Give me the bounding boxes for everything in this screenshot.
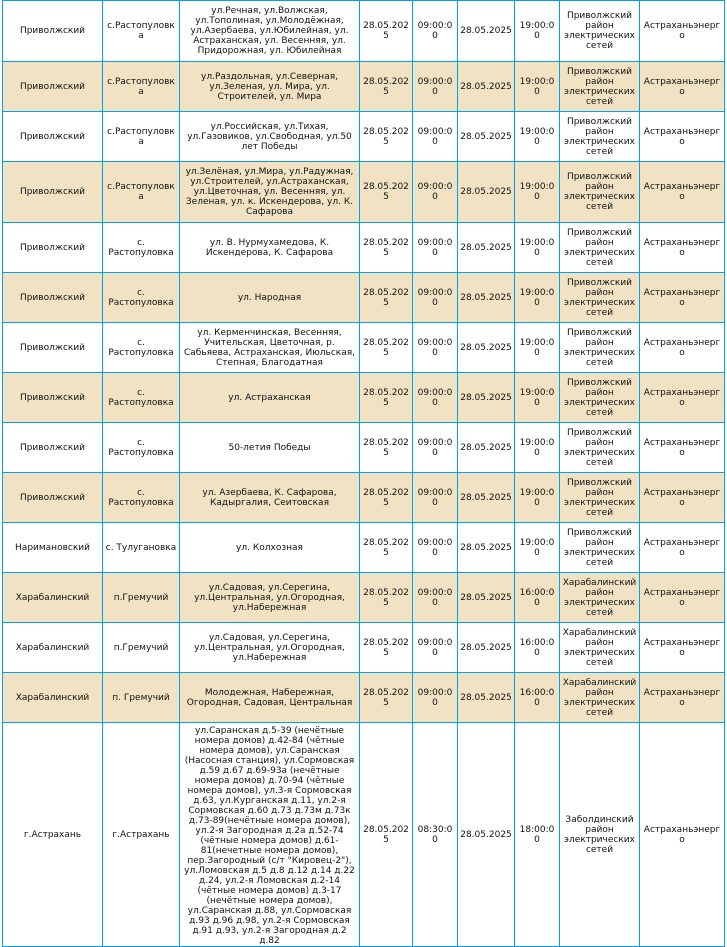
branch-cell: Харабалинский район электрических сетей xyxy=(560,623,640,673)
start-date-cell: 28.05.2025 xyxy=(360,573,413,623)
start-time-cell: 08:30:00 xyxy=(413,723,458,947)
start-time-cell: 09:00:00 xyxy=(413,473,458,523)
streets-cell: ул.Зелёная, ул.Мира, ул.Радужная, ул.Строителей, ул.Астраханская, ул.Цветочная, ул. Весенняя, ул. Зеленая, ул. к. Искендерова, ул. К. Сафарова xyxy=(180,162,360,223)
end-time-cell: 19:00:00 xyxy=(515,273,560,323)
table-row xyxy=(3,573,725,623)
streets-cell: ул. Керменчинская, Весенняя, Учительская, Цветочная, р. Сабьяева, Астраханская, Июльская, Степная, Благодатная xyxy=(180,323,360,373)
end-time-cell: 19:00:00 xyxy=(515,162,560,223)
district-cell: Приволжский xyxy=(3,423,103,473)
start-time-cell: 09:00:00 xyxy=(413,323,458,373)
start-time-cell: 09:00:00 xyxy=(413,62,458,112)
locality-cell: с.Растопуловка xyxy=(103,162,180,223)
table-row xyxy=(3,223,725,273)
end-time-cell: 18:00:00 xyxy=(515,723,560,947)
start-time-cell: 09:00:00 xyxy=(413,273,458,323)
organization-cell: Астраханьэнерго xyxy=(640,1,725,62)
end-date-cell: 28.05.2025 xyxy=(458,273,515,323)
branch-cell: Приволжский район электрических сетей xyxy=(560,223,640,273)
end-time-cell: 19:00:00 xyxy=(515,373,560,423)
branch-cell: Приволжский район электрических сетей xyxy=(560,323,640,373)
end-date-cell: 28.05.2025 xyxy=(458,323,515,373)
end-time-cell: 19:00:00 xyxy=(515,323,560,373)
end-time-cell: 19:00:00 xyxy=(515,423,560,473)
branch-cell: Приволжский район электрических сетей xyxy=(560,473,640,523)
branch-cell: Приволжский район электрических сетей xyxy=(560,373,640,423)
end-time-cell: 19:00:00 xyxy=(515,1,560,62)
district-cell: Харабалинский xyxy=(3,623,103,673)
start-date-cell: 28.05.2025 xyxy=(360,423,413,473)
organization-cell: Астраханьэнерго xyxy=(640,723,725,947)
end-date-cell: 28.05.2025 xyxy=(458,1,515,62)
end-time-cell: 16:00:00 xyxy=(515,623,560,673)
end-time-cell: 16:00:00 xyxy=(515,573,560,623)
streets-cell: ул.Раздольная, ул.Северная, ул.Зеленая, ул. Мира, ул. Строителей, ул. Мира xyxy=(180,62,360,112)
locality-cell: с. Растопуловка xyxy=(103,223,180,273)
end-date-cell: 28.05.2025 xyxy=(458,523,515,573)
district-cell: Приволжский xyxy=(3,323,103,373)
table-row xyxy=(3,723,725,947)
district-cell: Приволжский xyxy=(3,473,103,523)
organization-cell: Астраханьэнерго xyxy=(640,323,725,373)
start-date-cell: 28.05.2025 xyxy=(360,623,413,673)
end-time-cell: 16:00:00 xyxy=(515,673,560,723)
start-date-cell: 28.05.2025 xyxy=(360,723,413,947)
table-row xyxy=(3,523,725,573)
end-date-cell: 28.05.2025 xyxy=(458,423,515,473)
locality-cell: с. Растопуловка xyxy=(103,323,180,373)
branch-cell: Приволжский район электрических сетей xyxy=(560,112,640,162)
start-date-cell: 28.05.2025 xyxy=(360,373,413,423)
streets-cell: ул. В. Нурмухамедова, К. Искендерова, К. Сафарова xyxy=(180,223,360,273)
start-date-cell: 28.05.2025 xyxy=(360,112,413,162)
start-date-cell: 28.05.2025 xyxy=(360,162,413,223)
organization-cell: Астраханьэнерго xyxy=(640,112,725,162)
streets-cell: ул. Колхозная xyxy=(180,523,360,573)
locality-cell: с. Растопуловка xyxy=(103,273,180,323)
table-row xyxy=(3,1,725,62)
district-cell: Наримановский xyxy=(3,523,103,573)
end-date-cell: 28.05.2025 xyxy=(458,112,515,162)
locality-cell: п. Гремучий xyxy=(103,673,180,723)
locality-cell: с. Тулугановка xyxy=(103,523,180,573)
end-date-cell: 28.05.2025 xyxy=(458,373,515,423)
start-time-cell: 09:00:00 xyxy=(413,373,458,423)
streets-cell: ул.Садовая, ул.Серегина, ул.Центральная, ул.Огородная, ул.Набережная xyxy=(180,623,360,673)
branch-cell: Приволжский район электрических сетей xyxy=(560,423,640,473)
organization-cell: Астраханьэнерго xyxy=(640,162,725,223)
end-date-cell: 28.05.2025 xyxy=(458,162,515,223)
organization-cell: Астраханьэнерго xyxy=(640,423,725,473)
start-time-cell: 09:00:00 xyxy=(413,112,458,162)
end-time-cell: 19:00:00 xyxy=(515,473,560,523)
organization-cell: Астраханьэнерго xyxy=(640,623,725,673)
start-date-cell: 28.05.2025 xyxy=(360,673,413,723)
district-cell: Приволжский xyxy=(3,273,103,323)
branch-cell: Харабалинский район электрических сетей xyxy=(560,673,640,723)
start-date-cell: 28.05.2025 xyxy=(360,62,413,112)
district-cell: Приволжский xyxy=(3,1,103,62)
locality-cell: с. Растопуловка xyxy=(103,373,180,423)
locality-cell: с.Растопуловка xyxy=(103,1,180,62)
streets-cell: ул.Садовая, ул.Серегина, ул.Центральная, ул.Огородная, ул.Набережная xyxy=(180,573,360,623)
start-time-cell: 09:00:00 xyxy=(413,623,458,673)
branch-cell: Заболдинский район электрических сетей xyxy=(560,723,640,947)
table-row xyxy=(3,112,725,162)
district-cell: Харабалинский xyxy=(3,673,103,723)
start-date-cell: 28.05.2025 xyxy=(360,323,413,373)
branch-cell: Приволжский район электрических сетей xyxy=(560,162,640,223)
end-time-cell: 19:00:00 xyxy=(515,112,560,162)
table-row xyxy=(3,273,725,323)
locality-cell: п.Гремучий xyxy=(103,623,180,673)
table-row xyxy=(3,473,725,523)
streets-cell: 50-летия Победы xyxy=(180,423,360,473)
end-date-cell: 28.05.2025 xyxy=(458,623,515,673)
district-cell: Приволжский xyxy=(3,223,103,273)
streets-cell: ул. Азербаева, К. Сафарова, Кадыргалия, Сеитовская xyxy=(180,473,360,523)
branch-cell: Харабалинский район электрических сетей xyxy=(560,573,640,623)
organization-cell: Астраханьэнерго xyxy=(640,273,725,323)
end-date-cell: 28.05.2025 xyxy=(458,723,515,947)
district-cell: Приволжский xyxy=(3,162,103,223)
outage-table xyxy=(2,0,725,947)
district-cell: Приволжский xyxy=(3,62,103,112)
start-time-cell: 09:00:00 xyxy=(413,223,458,273)
locality-cell: с. Растопуловка xyxy=(103,473,180,523)
table-row xyxy=(3,623,725,673)
table-row xyxy=(3,373,725,423)
table-row xyxy=(3,62,725,112)
district-cell: г.Астрахань xyxy=(3,723,103,947)
organization-cell: Астраханьэнерго xyxy=(640,673,725,723)
start-date-cell: 28.05.2025 xyxy=(360,223,413,273)
district-cell: Харабалинский xyxy=(3,573,103,623)
table-row xyxy=(3,162,725,223)
table-row xyxy=(3,423,725,473)
end-date-cell: 28.05.2025 xyxy=(458,673,515,723)
end-time-cell: 19:00:00 xyxy=(515,223,560,273)
locality-cell: г.Астрахань xyxy=(103,723,180,947)
streets-cell: ул.Речная, ул.Волжская, ул.Тополиная, ул.Молодёжная, ул.Азербаева, ул.Юбилейная, ул. Астраханская, ул. Весенняя, ул. Придорожная, ул. Юбилейная xyxy=(180,1,360,62)
branch-cell: Приволжский район электрических сетей xyxy=(560,1,640,62)
organization-cell: Астраханьэнерго xyxy=(640,373,725,423)
start-time-cell: 09:00:00 xyxy=(413,162,458,223)
streets-cell: ул. Народная xyxy=(180,273,360,323)
district-cell: Приволжский xyxy=(3,373,103,423)
start-time-cell: 09:00:00 xyxy=(413,673,458,723)
organization-cell: Астраханьэнерго xyxy=(640,62,725,112)
branch-cell: Приволжский район электрических сетей xyxy=(560,523,640,573)
table-row xyxy=(3,673,725,723)
end-date-cell: 28.05.2025 xyxy=(458,573,515,623)
end-date-cell: 28.05.2025 xyxy=(458,473,515,523)
end-time-cell: 19:00:00 xyxy=(515,62,560,112)
locality-cell: п.Гремучий xyxy=(103,573,180,623)
start-time-cell: 09:00:00 xyxy=(413,523,458,573)
end-time-cell: 19:00:00 xyxy=(515,523,560,573)
streets-cell: ул.Саранская д.5-39 (нечётные номера домов) д.42-84 (чётные номера домов), ул.Саранская (Насосная станция), ул.Сормовская д.59 д.67 д.69-93а (нечётные номера домов) д.70-94 (чётные номера домов), ул.3-я Сормовская д.63, ул.Курганская д.11, ул.2-я Сормовская д.60 д.73 д.73м д.73к д.73-89(нечётные номера домов), ул.2-я Загородная д.2а д.52-74 (чётные номера домов) д.61-81(нечетные номера домов), пер.Загородный (с/т "Кировец-2"), ул.Ломовская д.5 д.8 д.12 д.14 д.22 д.24, ул.2-я Ломовская д.2-14 (чётные номера домов) д.3-17 (нечётные номера домов), ул.Саранская д.88, ул.Сормовская д.93 д.96 д.98, ул.2-я Сормовская д.91 д.93, ул.2-я Загородная д.2 д.82 xyxy=(180,723,360,947)
organization-cell: Астраханьэнерго xyxy=(640,523,725,573)
table-row xyxy=(3,323,725,373)
streets-cell: ул.Российская, ул.Тихая, ул.Газовиков, ул.Свободная, ул.50 лет Победы xyxy=(180,112,360,162)
streets-cell: Молодежная, Набережная, Огородная, Садовая, Центральная xyxy=(180,673,360,723)
start-date-cell: 28.05.2025 xyxy=(360,473,413,523)
start-date-cell: 28.05.2025 xyxy=(360,1,413,62)
branch-cell: Приволжский район электрических сетей xyxy=(560,273,640,323)
start-date-cell: 28.05.2025 xyxy=(360,273,413,323)
end-date-cell: 28.05.2025 xyxy=(458,223,515,273)
end-date-cell: 28.05.2025 xyxy=(458,62,515,112)
streets-cell: ул. Астраханская xyxy=(180,373,360,423)
locality-cell: с.Растопуловка xyxy=(103,112,180,162)
organization-cell: Астраханьэнерго xyxy=(640,573,725,623)
start-time-cell: 09:00:00 xyxy=(413,573,458,623)
start-time-cell: 09:00:00 xyxy=(413,1,458,62)
organization-cell: Астраханьэнерго xyxy=(640,473,725,523)
organization-cell: Астраханьэнерго xyxy=(640,223,725,273)
locality-cell: с.Растопуловка xyxy=(103,62,180,112)
locality-cell: с. Растопуловка xyxy=(103,423,180,473)
branch-cell: Приволжский район электрических сетей xyxy=(560,62,640,112)
start-date-cell: 28.05.2025 xyxy=(360,523,413,573)
district-cell: Приволжский xyxy=(3,112,103,162)
start-time-cell: 09:00:00 xyxy=(413,423,458,473)
